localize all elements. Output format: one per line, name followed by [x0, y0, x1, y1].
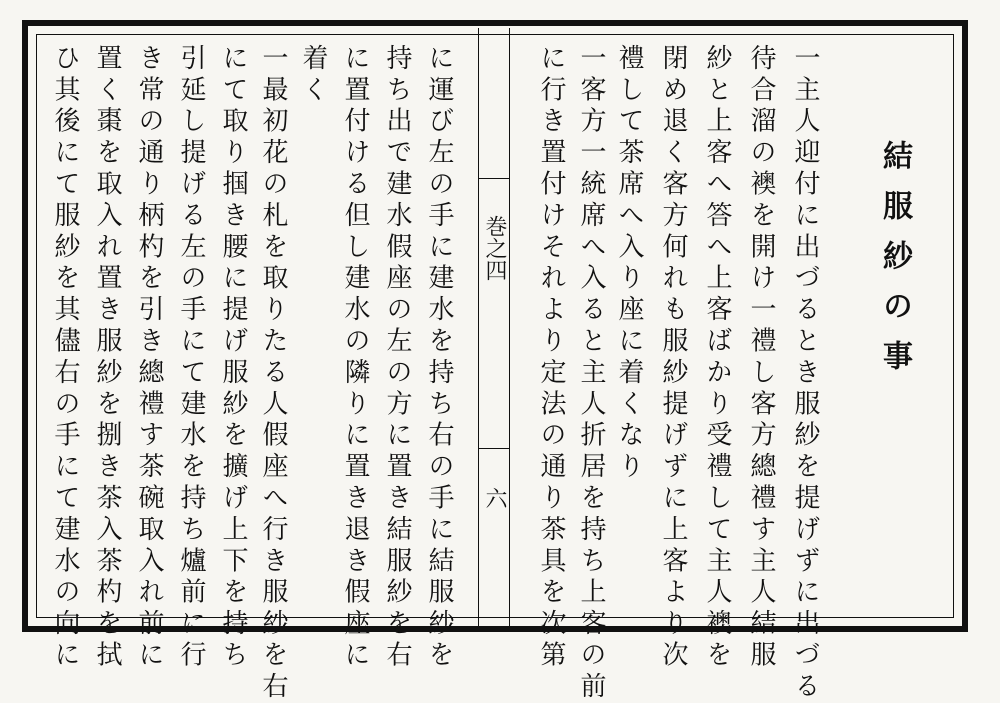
text-column: 一最初花の札を取りたる人假座へ行き服紗を右 — [258, 44, 288, 703]
page-number: 六 — [482, 487, 507, 509]
spine-column — [478, 28, 510, 628]
volume-label: 巻之四 — [482, 215, 507, 281]
text-column: にて取り掴き腰に提げ服紗を擴げ上下を持ち — [218, 44, 248, 672]
text-column: 禮して茶席へ入り座に着くなり — [614, 44, 644, 484]
text-column: に置付ける但し建水の隣りに置き退き假座に — [340, 44, 370, 672]
text-column: 一客方一統席へ入ると主人折居を持ち上客の前 — [576, 44, 606, 703]
spine-divider — [479, 448, 509, 449]
section-title: 結服紗の事 — [877, 140, 912, 390]
text-column: 一主人迎付に出づるとき服紗を提げずに出づる — [790, 44, 820, 703]
text-column: 持ち出で建水假座の左の方に置き結服紗を右 — [382, 44, 412, 672]
text-column: 閉め退く客方何れも服紗提げずに上客より次 — [658, 44, 688, 672]
text-column: に運び左の手に建水を持ち右の手に結服紗を — [424, 44, 454, 672]
spine-divider — [479, 178, 509, 179]
text-column: ひ其後にて服紗を其儘右の手にて建水の向に — [50, 44, 80, 672]
text-column: 着く — [298, 44, 328, 107]
text-column: 紗と上客へ答へ上客ばかり受禮して主人襖を — [702, 44, 732, 672]
text-column: 引延し提げる左の手にて建水を持ち爐前に行 — [176, 44, 206, 672]
text-column: 置く棗を取入れ置き服紗を捌き茶入茶杓を拭 — [92, 44, 122, 672]
text-column: に行き置付けそれより定法の通り茶具を次第 — [536, 44, 566, 672]
text-column: 待合溜の襖を開け一禮し客方總禮す主人結服 — [746, 44, 776, 672]
text-column: き常の通り柄杓を引き總禮す茶碗取入れ前に — [134, 44, 164, 672]
